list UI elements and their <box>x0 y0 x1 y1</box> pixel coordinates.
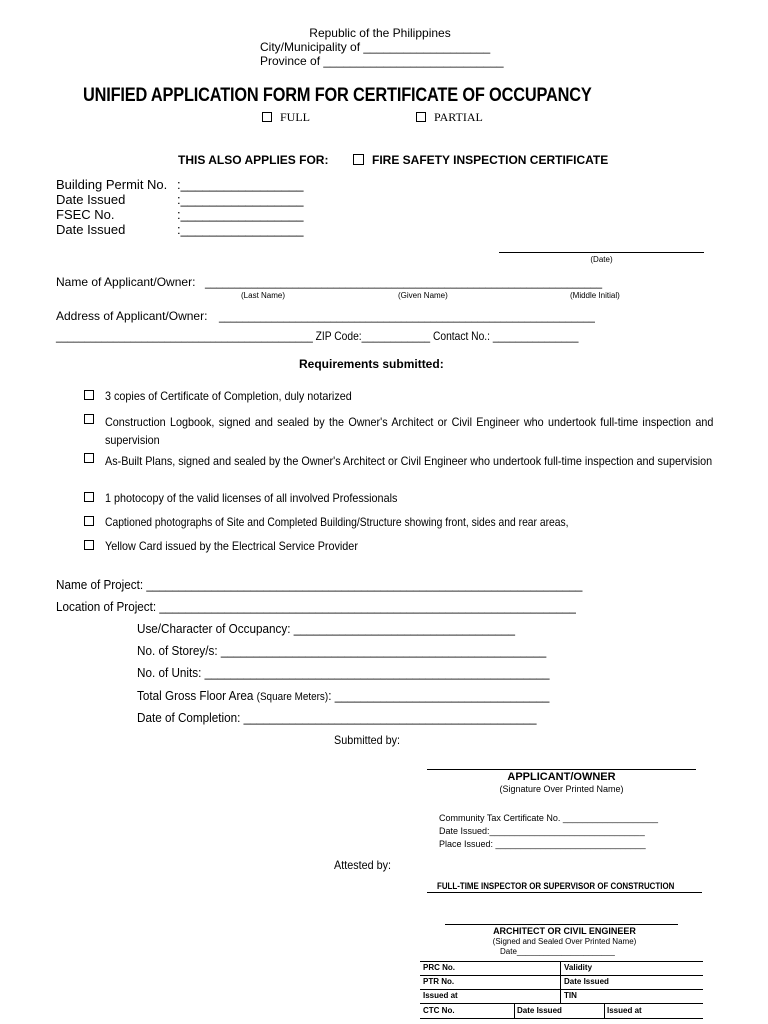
applicant-address-field[interactable]: ________________________________________________________________ <box>219 309 595 323</box>
building-permit-label: Building Permit No. <box>56 177 168 192</box>
date-issued-field[interactable]: :_________________ <box>177 192 304 207</box>
form-title: UNIFIED APPLICATION FORM FOR CERTIFICATE OF OCCUPANCY <box>83 85 592 106</box>
prc-no-cell[interactable]: PRC No. <box>423 963 455 972</box>
requirement-item-3: As-Built Plans, signed and sealed by the Owner's Architect or Civil Engineer who undertook full-time inspection and supervision <box>105 454 713 468</box>
completion-date-field[interactable]: Date of Completion: _____________________________________________ <box>137 710 537 725</box>
date-line[interactable] <box>499 252 704 253</box>
floor-area-label: Total Gross Floor Area <box>137 688 257 703</box>
ptr-no-cell[interactable]: PTR No. <box>423 977 455 986</box>
validity-cell[interactable]: Validity <box>564 963 593 972</box>
applicant-name-label: Name of Applicant/Owner: <box>56 275 196 289</box>
inspector-title: FULL-TIME INSPECTOR OR SUPERVISOR OF CONSTRUCTION <box>437 881 675 891</box>
header-country: Republic of the Philippines <box>309 26 451 40</box>
table-col-divider <box>560 961 561 1003</box>
architect-title: ARCHITECT OR CIVIL ENGINEER <box>493 926 636 936</box>
building-permit-field[interactable]: :_________________ <box>177 177 304 192</box>
submitted-by-label: Submitted by: <box>334 733 401 747</box>
fsec-label: FSEC No. <box>56 207 115 222</box>
date-caption: (Date) <box>590 255 613 264</box>
attested-by-label: Attested by: <box>334 858 392 872</box>
requirement-checkbox-5[interactable] <box>84 516 94 526</box>
fsec-date-issued-label: Date Issued <box>56 222 126 237</box>
fsec-date-issued-field[interactable]: :_________________ <box>177 222 304 237</box>
date-issued-label: Date Issued <box>56 192 126 207</box>
middle-initial-caption: (Middle Initial) <box>570 291 620 300</box>
applicant-title: APPLICANT/OWNER <box>507 771 616 783</box>
requirement-item-1: 3 copies of Certificate of Completion, duly notarized <box>105 389 352 403</box>
fsic-checkbox[interactable] <box>353 154 364 165</box>
inspector-underline <box>427 892 702 893</box>
requirement-checkbox-4[interactable] <box>84 492 94 502</box>
floor-area-field[interactable]: : _________________________________ <box>328 688 550 703</box>
floor-area-row[interactable] <box>137 688 549 704</box>
requirements-heading: Requirements submitted: <box>299 357 444 371</box>
ctc-field[interactable]: Community Tax Certificate No. ___________________ <box>439 813 658 823</box>
occupancy-use-field[interactable]: Use/Character of Occupancy: __________________________________ <box>137 621 515 636</box>
applies-label: THIS ALSO APPLIES FOR: <box>178 153 329 167</box>
requirement-checkbox-2[interactable] <box>84 414 94 424</box>
applicant-signature-line[interactable] <box>427 769 696 770</box>
table-col-divider-ctc-1 <box>514 1003 515 1018</box>
requirement-checkbox-3[interactable] <box>84 453 94 463</box>
partial-checkbox[interactable] <box>416 112 426 122</box>
header-province: Province of ___________________________ <box>260 54 504 68</box>
applicant-name-field[interactable]: ____________________________________________________________________ <box>205 275 603 289</box>
table-rule-2 <box>420 989 703 990</box>
ctc-date-issued-field[interactable]: Date Issued:_______________________________ <box>439 826 645 836</box>
full-checkbox[interactable] <box>262 112 272 122</box>
applicant-address-label: Address of Applicant/Owner: <box>56 309 208 323</box>
last-name-caption: (Last Name) <box>241 291 286 300</box>
applicant-subtitle: (Signature Over Printed Name) <box>499 784 624 794</box>
ptr-date-issued-cell[interactable]: Date Issued <box>564 977 609 986</box>
units-field[interactable]: No. of Units: _____________________________________________________ <box>137 665 550 680</box>
architect-signature-line[interactable] <box>445 924 678 925</box>
table-rule-1 <box>420 975 703 976</box>
floor-area-unit: (Square Meters) <box>256 691 329 703</box>
architect-date-field[interactable]: Date______________________ <box>500 947 615 956</box>
ctc-no-cell[interactable]: CTC No. <box>423 1006 455 1015</box>
given-name-caption: (Given Name) <box>398 291 448 300</box>
tin-cell[interactable]: TIN <box>564 991 577 1000</box>
header-city: City/Municipality of ___________________ <box>260 40 491 54</box>
requirement-checkbox-6[interactable] <box>84 540 94 550</box>
table-col-divider-ctc-2 <box>604 1003 605 1018</box>
partial-label: PARTIAL <box>434 110 483 124</box>
ptr-issued-at-cell[interactable]: Issued at <box>423 991 458 1000</box>
ctc-place-issued-field[interactable]: Place Issued: ______________________________ <box>439 839 646 849</box>
architect-subtitle: (Signed and Sealed Over Printed Name) <box>492 937 637 946</box>
ctc-issued-at-cell[interactable]: Issued at <box>607 1006 642 1015</box>
project-name-field[interactable]: Name of Project: ___________________________________________________________________ <box>56 577 583 592</box>
fsic-label: FIRE SAFETY INSPECTION CERTIFICATE <box>372 153 609 167</box>
requirement-item-2: Construction Logbook, signed and sealed by the Owner's Architect or Civil Engineer who undertook full-time inspection and supervision <box>105 415 714 447</box>
requirement-item-6: Yellow Card issued by the Electrical Service Provider <box>105 539 358 553</box>
table-rule-3 <box>420 1003 703 1004</box>
table-rule-bottom <box>420 1018 703 1019</box>
storeys-field[interactable]: No. of Storey/s: __________________________________________________ <box>137 643 547 658</box>
requirement-checkbox-1[interactable] <box>84 390 94 400</box>
fsec-field[interactable]: :_________________ <box>177 207 304 222</box>
table-rule-top <box>420 961 703 962</box>
requirement-item-4: 1 photocopy of the valid licenses of all involved Professionals <box>105 491 398 505</box>
requirement-item-5: Captioned photographs of Site and Completed Building/Structure showing front, sides and rear areas, <box>105 515 569 529</box>
project-location-field[interactable]: Location of Project: ________________________________________________________________ <box>56 599 576 614</box>
ctc-date-issued-cell[interactable]: Date Issued <box>517 1006 562 1015</box>
address-zip-contact-line[interactable]: _____________________________________________ ZIP Code:____________ Contact No.: _______________ <box>56 329 579 343</box>
full-label: FULL <box>280 110 310 124</box>
